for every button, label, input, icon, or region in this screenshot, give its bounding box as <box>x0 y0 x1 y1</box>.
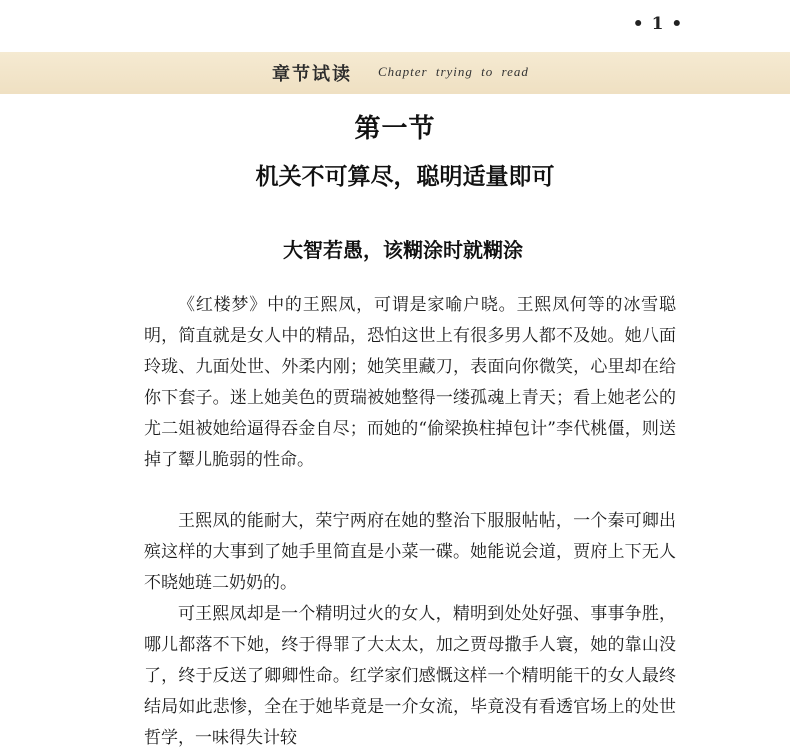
banner-subtitle: Chapter trying to read <box>378 64 529 79</box>
subsection-title: 大智若愚，该糊涂时就糊涂 <box>283 238 523 262</box>
page-content <box>0 94 790 748</box>
banner-title: 章节试读 <box>272 64 352 85</box>
body-paragraph: 可王熙凤却是一个精明过火的女人，精明到处处好强、事事争胜，哪儿都落不下她，终于得罪了大太太，加之贾母撒手人寰，她的靠山没了，终于反送了卿卿性命。红学家们感慨这样一个精明能干的女人最终结局如此悲惨，全在于她毕竟是一介女流，毕竟没有看透官场上的处世哲学，一味得失计较 <box>144 604 676 748</box>
page-number: • 1 • <box>632 14 684 34</box>
section-number: 第一节 <box>354 114 436 144</box>
body-paragraph: 《红楼梦》中的王熙凤，可谓是家喻户晓。王熙凤何等的冰雪聪明，简直就是女人中的精品，恐怕这世上有很多男人都不及她。她八面玲珑、九面处世、外柔内刚；她笑里藏刀，表面向你微笑，心里却在给你下套子。迷上她美色的贾瑞被她整得一缕孤魂上青天；看上她老公的尤二姐被她给逼得吞金自尽；而她的“偷梁换柱掉包计”李代桃僵，则送掉了颦儿脆弱的性命。 <box>144 295 676 470</box>
body-paragraph: 王熙凤的能耐大，荣宁两府在她的整治下服服帖帖，一个秦可卿出殡这样的大事到了她手里简直是小菜一碟。她能说会道，贾府上下无人不晓她琏二奶奶的。 <box>144 511 676 593</box>
section-title: 机关不可算尽，聪明适量即可 <box>255 163 555 190</box>
chapter-preview-banner <box>0 52 790 94</box>
